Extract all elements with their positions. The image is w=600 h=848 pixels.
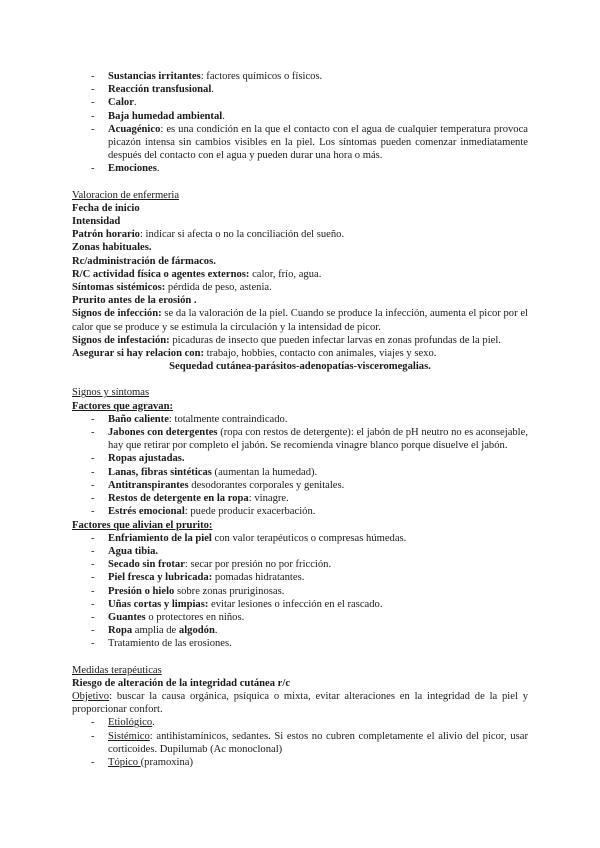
intro-list — [72, 70, 528, 176]
section-heading: Signos y síntomas — [72, 387, 150, 399]
text-line: Zonas habituales. — [72, 242, 152, 254]
list-item: - Acuagénico: es una condición en la que el contacto con el agua de cualquier temperatura provoca picazón intensa sin cambios visibles en la piel. Los síntomas pueden comenzar inmediatamente después del contacto con el agua y pueden durar una hora o más. — [72, 123, 528, 163]
list-item: - Estrés emocional: puede producir exacerbación. — [72, 505, 528, 518]
list-item: - Etiológico. — [72, 716, 528, 729]
list-item: - Uñas cortas y limpias: evitar lesiones o infección en el rascado. — [72, 598, 528, 611]
text-line: R/C actividad física o agentes externos: calor, frío, agua. — [72, 268, 322, 280]
list-item: - Ropas ajustadas. — [72, 452, 528, 465]
list-item: - Calor. — [72, 96, 528, 109]
list-item: - Sistémico: antihistamínicos, sedantes. Si estos no cubren completamente el alivio del picor, usar corticoides. Dupilumab (Ac monoclonal) — [72, 730, 528, 756]
list-item: - Agua tibia. — [72, 545, 528, 558]
list-item: - Sustancias irritantes: factores químicos o físicos. — [72, 70, 528, 83]
centered-summary: Sequedad cutánea-parásitos-adenopatías-visceromegalias. — [169, 361, 431, 373]
valoracion-section — [72, 189, 528, 374]
list-item: - Baño caliente: totalmente contraindicado. — [72, 413, 528, 426]
signos-section — [72, 386, 528, 650]
list-item: - Tratamiento de las erosiones. — [72, 637, 528, 650]
subsection-heading: Factores que alivian el prurito: — [72, 519, 213, 531]
text-line: Fecha de inicio — [72, 202, 140, 214]
objective-line: Objetivo: buscar la causa orgánica, psíquica o mixta, evitar alteraciones en la integridad de la piel y proporcionar confort. — [72, 690, 528, 716]
text-line: Rc/administración de fármacos. — [72, 255, 216, 267]
list-item: - Secado sin frotar: secar por presión no por fricción. — [72, 558, 528, 571]
text-line: Prurito antes de la erosión . — [72, 295, 197, 307]
text-line: Signos de infestación: picaduras de insecto que pueden infectar larvas en zonas profundas de la piel. — [72, 334, 501, 346]
list-item: - Restos de detergente en la ropa: vinagre. — [72, 492, 528, 505]
section-heading: Valoracion de enfermeria — [72, 189, 180, 201]
text-line: Signos de infección: se da la valoración de la piel. Cuando se produce la infección, aumenta el picor por el calor que se produce y se estimula la circulación y la intensidad de picor. — [72, 308, 528, 333]
risk-heading: Riesgo de alteración de la integridad cutánea r/c — [72, 677, 291, 689]
list-item: - Emociones. — [72, 162, 528, 175]
list-item: - Presión o hielo sobre zonas pruriginosas. — [72, 585, 528, 598]
list-item: - Antitranspirantes desodorantes corporales y genitales. — [72, 479, 528, 492]
text-line: Patrón horario: indicar si afecta o no la conciliación del sueño. — [72, 229, 345, 241]
list-item: - Lanas, fibras sintéticas (aumentan la humedad). — [72, 466, 528, 479]
subsection-heading: Factores que agravan: — [72, 400, 174, 412]
list-item: - Baja humedad ambiental. — [72, 110, 528, 123]
section-heading: Medidas terapéuticas — [72, 664, 162, 676]
medidas-section — [72, 664, 528, 770]
text-line: Intensidad — [72, 216, 121, 228]
list-item: - Reacción transfusional. — [72, 83, 528, 96]
list-item: - Enfriamiento de la piel con valor terapéuticos o compresas húmedas. — [72, 532, 528, 545]
list-item: - Jabones con detergentes (ropa con restos de detergente): el jabón de pH neutro no es aconsejable, hay que retirar por completo el jabón. Se recomienda vinagre blanco porque disuelve el jabón. — [72, 426, 528, 452]
list-item: - Tópico (pramoxina) — [72, 756, 528, 769]
document-page — [72, 70, 528, 769]
list-item: - Piel fresca y lubricada: pomadas hidratantes. — [72, 571, 528, 584]
list-item: - Ropa amplia de algodón. — [72, 624, 528, 637]
text-line: Asegurar si hay relacion con: trabajo, hobbies, contacto con animales, viajes y sexo. — [72, 348, 437, 360]
list-item: - Guantes o protectores en niños. — [72, 611, 528, 624]
text-line: Síntomas sistémicos: pérdida de peso, astenia. — [72, 282, 272, 294]
